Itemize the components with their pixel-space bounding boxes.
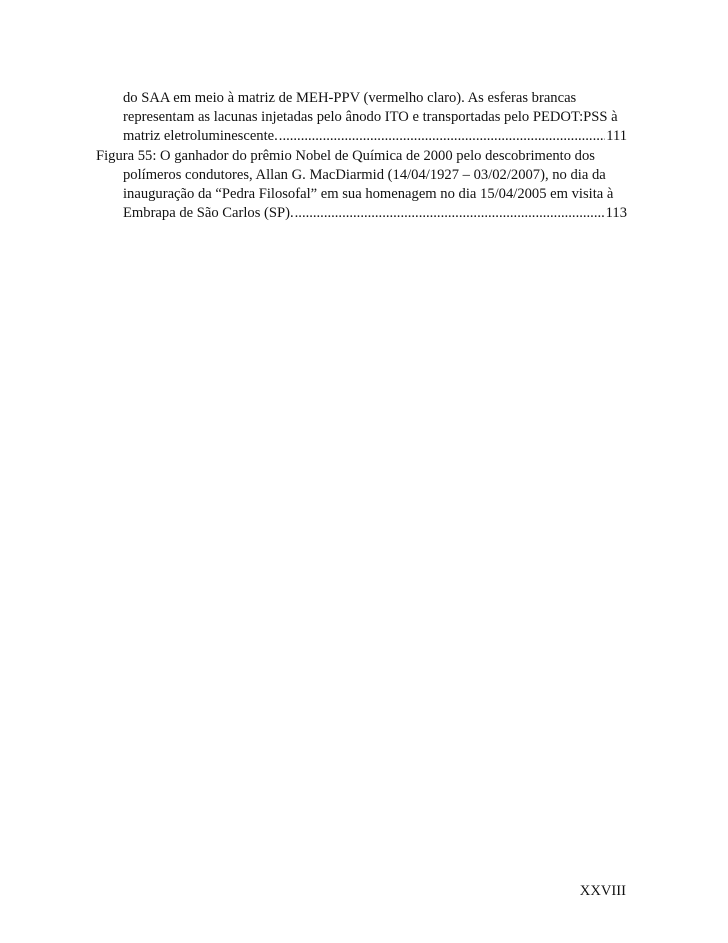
toc-entry-line bbox=[96, 147, 627, 166]
toc-entry-text: Embrapa de São Carlos (SP). bbox=[123, 205, 294, 222]
toc-entry-continuation bbox=[96, 89, 627, 147]
toc-entry-text: do SAA em meio à matriz de MEH-PPV (vermelho claro). As esferas brancas bbox=[123, 90, 577, 106]
toc-entry-line bbox=[96, 166, 627, 185]
toc-entry-line bbox=[96, 204, 627, 223]
toc-entry-text: inauguração da “Pedra Filosofal” em sua homenagem no dia 15/04/2005 em visita à bbox=[123, 185, 614, 202]
toc-page-number: 113 bbox=[605, 205, 627, 222]
list-of-figures bbox=[96, 89, 627, 223]
toc-entry-figure-55 bbox=[96, 147, 627, 224]
toc-entry-line bbox=[96, 108, 627, 127]
dot-leader bbox=[279, 127, 605, 146]
toc-entry-line bbox=[96, 185, 627, 204]
dot-leader bbox=[295, 204, 605, 223]
page-footer-number: XXVIII bbox=[579, 883, 626, 899]
toc-entry-text: polímeros condutores, Allan G. MacDiarmid (14/04/1927 – 03/02/2007), no dia da bbox=[123, 166, 606, 183]
toc-entry-line bbox=[96, 127, 627, 146]
toc-entry-text: representam as lacunas injetadas pelo ânodo ITO e transportadas pelo PEDOT:PSS à bbox=[123, 109, 618, 126]
toc-page-number: 111 bbox=[606, 128, 627, 145]
toc-entry-text: Figura 55: O ganhador do prêmio Nobel de Química de 2000 pelo descobrimento dos bbox=[96, 147, 595, 164]
toc-entry-line bbox=[96, 89, 627, 108]
toc-entry-text: matriz eletroluminescente. bbox=[123, 128, 278, 145]
